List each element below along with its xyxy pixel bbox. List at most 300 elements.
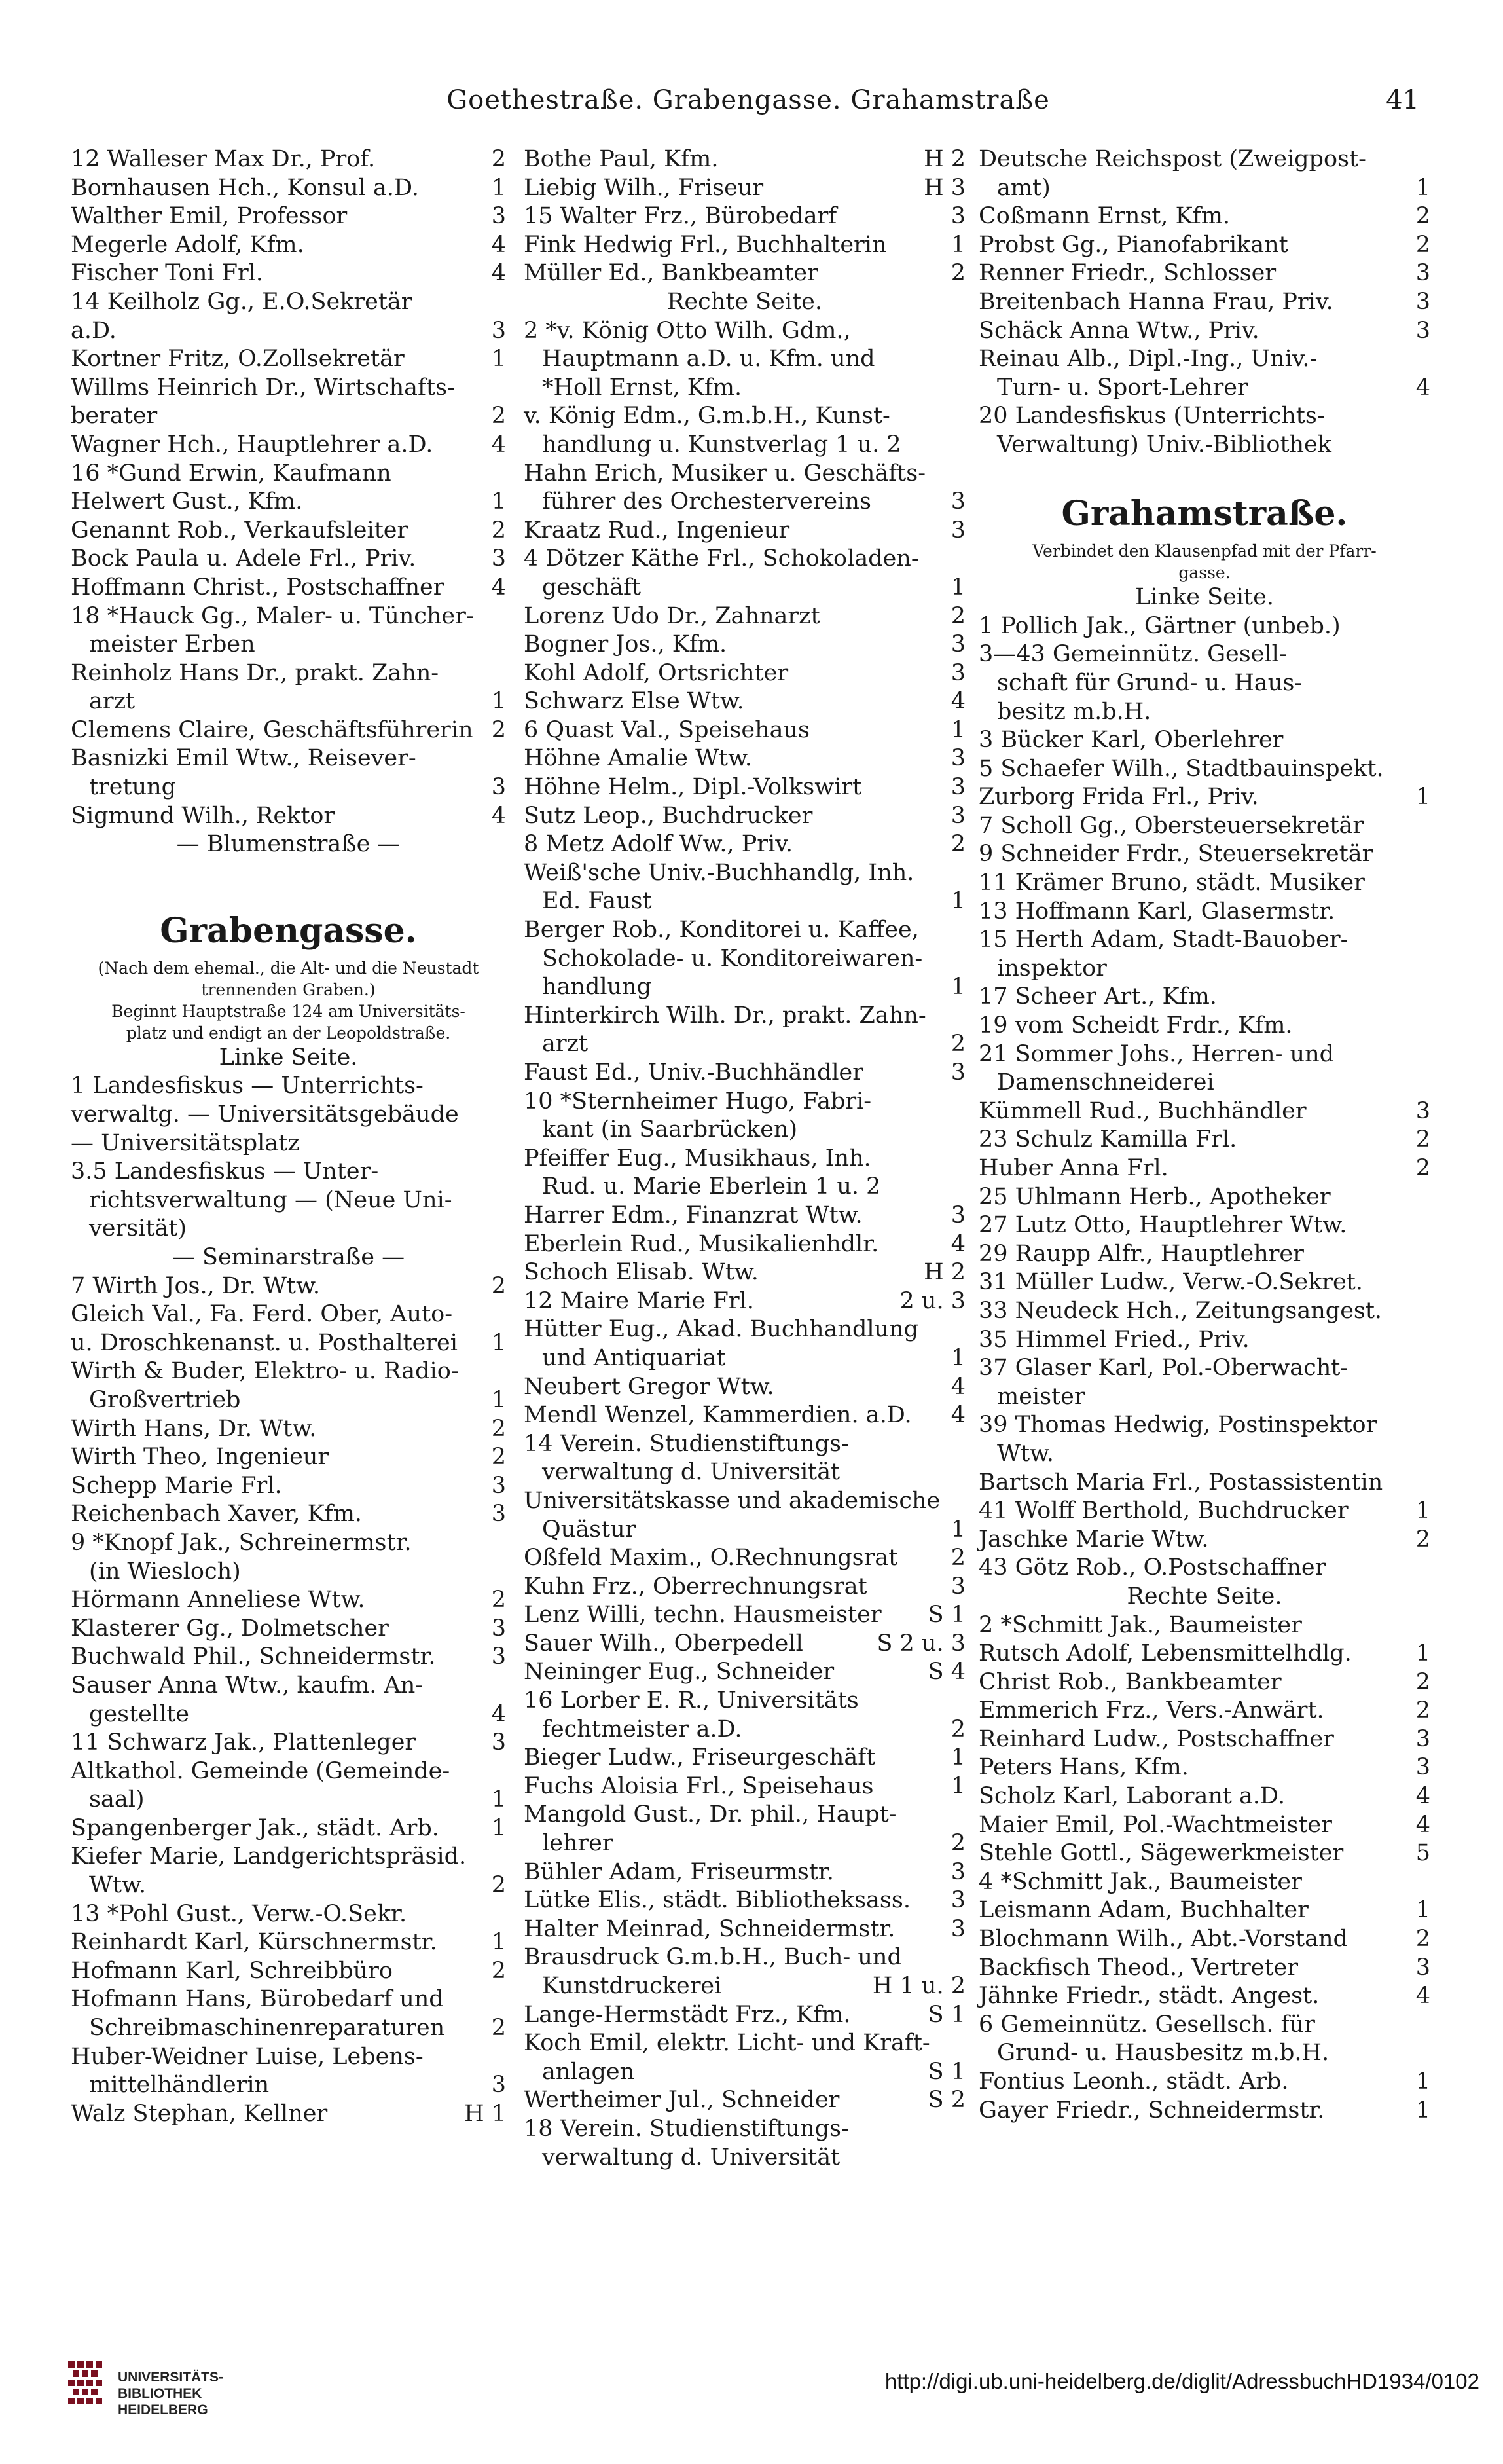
directory-entry xyxy=(979,812,1430,841)
entry-text: Beginnt Hauptstraße 124 am Universitäts- xyxy=(111,1001,465,1021)
entry-text: Kohl Adolf, Ortsrichter xyxy=(524,659,789,686)
entry-text: 29 Raupp Alfr., Hauptlehrer xyxy=(979,1240,1304,1267)
entry-text: amt) xyxy=(997,174,1051,201)
floor-number: 3 xyxy=(491,1644,506,1670)
entry-text: Hauptmann a.D. u. Kfm. und xyxy=(542,346,875,373)
entry-text: geschäft xyxy=(542,574,642,600)
directory-entry xyxy=(979,1211,1430,1240)
entry-text: kant (in Saarbrücken) xyxy=(542,1116,798,1143)
entry-text: Hofmann Hans, Bürobedarf und xyxy=(71,1986,444,2013)
entry-text: meister Erben xyxy=(89,631,255,658)
entry-text: 10 *Sternheimer Hugo, Fabri- xyxy=(524,1088,872,1114)
entry-text: (in Wiesloch) xyxy=(89,1558,241,1585)
directory-entry xyxy=(979,1040,1430,1069)
entry-text: Jaschke Marie Wtw. xyxy=(979,1526,1209,1553)
floor-number: 4 xyxy=(491,260,506,287)
entry-text: Emmerich Frz., Vers.-Anwärt. xyxy=(979,1697,1324,1724)
entry-text: Hörmann Anneliese Wtw. xyxy=(71,1587,365,1613)
entry-text: Kraatz Rud., Ingenieur xyxy=(524,517,790,543)
directory-entry xyxy=(71,802,506,831)
floor-number: 2 xyxy=(491,1272,506,1299)
directory-entry xyxy=(979,174,1430,203)
floor-number: S 1 xyxy=(928,2001,966,2028)
directory-entry xyxy=(524,887,966,916)
directory-entry xyxy=(524,1344,966,1373)
floor-number: 1 xyxy=(951,574,966,600)
directory-entry xyxy=(71,1701,506,1729)
directory-entry xyxy=(71,1443,506,1472)
entry-text: 2 *v. König Otto Wilh. Gdm., xyxy=(524,317,851,344)
entry-text: a.D. xyxy=(71,317,117,344)
entry-text: Helwert Gust., Kfm. xyxy=(71,488,303,515)
directory-entry xyxy=(979,317,1430,346)
entry-text: 16 Lorber E. R., Universitäts xyxy=(524,1687,859,1714)
directory-entry xyxy=(524,1458,966,1487)
directory-entry xyxy=(71,1558,506,1587)
entry-text: Rud. u. Marie Eberlein 1 u. 2 xyxy=(542,1173,881,1200)
entry-text: Huber Anna Frl. xyxy=(979,1155,1168,1181)
directory-entry xyxy=(979,898,1430,927)
entry-text: inspektor xyxy=(997,955,1107,982)
directory-entry xyxy=(71,1386,506,1415)
page-number: 41 xyxy=(1386,85,1419,115)
directory-entry xyxy=(979,2011,1430,2040)
floor-number: 3 xyxy=(951,203,966,230)
entry-text: v. König Edm., G.m.b.H., Kunst- xyxy=(524,403,890,430)
directory-entry xyxy=(524,1943,966,1972)
entry-text: und Antiquariat xyxy=(542,1344,726,1371)
floor-number: 3 xyxy=(1415,288,1430,315)
directory-entry xyxy=(71,1130,506,1158)
directory-entry xyxy=(979,1354,1430,1383)
entry-text: 3.5 Landesfiskus — Unter- xyxy=(71,1158,379,1185)
entry-text: 25 Uhlmann Herb., Apotheker xyxy=(979,1183,1331,1210)
directory-entry xyxy=(524,374,966,403)
floor-number: 1 xyxy=(491,346,506,373)
floor-number: 1 xyxy=(951,716,966,743)
entry-text: Sigmund Wilh., Rektor xyxy=(71,802,335,829)
entry-text: 14 Keilholz Gg., E.O.Sekretär xyxy=(71,288,412,315)
directory-entry xyxy=(71,1500,506,1529)
directory-entry xyxy=(71,1814,506,1843)
entry-text: 12 Maire Marie Frl. xyxy=(524,1287,754,1314)
entry-text: handlung u. Kunstverlag 1 u. 2 xyxy=(542,431,901,458)
directory-entry xyxy=(979,1526,1430,1554)
floor-number: 1 xyxy=(491,1329,506,1356)
entry-text: Fuchs Aloisia Frl., Speisehaus xyxy=(524,1773,874,1799)
directory-entry xyxy=(71,659,506,688)
directory-entry xyxy=(71,1729,506,1757)
entry-text: 12 Walleser Max Dr., Prof. xyxy=(71,146,376,172)
entry-text: 18 Verein. Studienstiftungs- xyxy=(524,2115,849,2142)
entry-text: mittelhändlerin xyxy=(89,2072,270,2099)
directory-entry xyxy=(524,2115,966,2144)
directory-entry xyxy=(979,726,1430,755)
directory-entry xyxy=(71,1643,506,1672)
entry-text: 21 Sommer Johs., Herren- und xyxy=(979,1040,1335,1067)
directory-entry xyxy=(524,402,966,431)
floor-number: H 1 u. 2 xyxy=(872,1973,966,1999)
directory-entry xyxy=(524,688,966,716)
directory-entry xyxy=(524,1173,966,1202)
entry-text: Zurborg Frida Frl., Priv. xyxy=(979,784,1259,811)
floor-number: 4 xyxy=(491,1701,506,1727)
column-middle xyxy=(524,145,966,2172)
footer xyxy=(0,2343,1503,2464)
directory-entry xyxy=(979,1839,1430,1868)
entry-text: Kunstdruckerei xyxy=(542,1973,722,1999)
directory-entry xyxy=(524,745,966,773)
entry-text: Neubert Gregor Wtw. xyxy=(524,1373,774,1400)
entry-text: Fontius Leonh., städt. Arb. xyxy=(979,2069,1289,2095)
directory-entry xyxy=(979,2068,1430,2097)
directory-entry xyxy=(71,1786,506,1814)
directory-entry xyxy=(524,1287,966,1316)
floor-number: 1 xyxy=(951,231,966,258)
entry-text: Lorenz Udo Dr., Zahnarzt xyxy=(524,602,820,629)
floor-number: H 1 xyxy=(464,2100,506,2127)
floor-number: 1 xyxy=(1415,2097,1430,2124)
floor-number: 2 u. 3 xyxy=(899,1287,966,1314)
directory-entry xyxy=(71,1186,506,1215)
entry-text: Müller Ed., Bankbeamter xyxy=(524,260,818,287)
entry-text: 15 Walter Frz., Bürobedarf xyxy=(524,203,837,230)
section-note xyxy=(71,1001,506,1022)
section-label xyxy=(71,830,506,859)
directory-entry xyxy=(979,202,1430,231)
entry-text: Universitätskasse und akademische xyxy=(524,1487,941,1514)
floor-number: 3 xyxy=(951,1202,966,1228)
floor-number: 2 xyxy=(491,517,506,543)
entry-text: 19 vom Scheidt Frdr., Kfm. xyxy=(979,1012,1293,1039)
entry-text: 33 Neudeck Hch., Zeitungsangest. xyxy=(979,1297,1383,1324)
directory-entry xyxy=(524,631,966,659)
entry-text: Harrer Edm., Finanzrat Wtw. xyxy=(524,1202,863,1228)
directory-entry xyxy=(524,1972,966,2001)
directory-entry xyxy=(979,1297,1430,1326)
section-note xyxy=(979,540,1430,562)
directory-entry xyxy=(71,1415,506,1444)
entry-text: Lenz Willi, techn. Hausmeister xyxy=(524,1602,882,1628)
directory-entry xyxy=(524,231,966,260)
floor-number: 4 xyxy=(1415,1783,1430,1810)
entry-text: Rechte Seite. xyxy=(1127,1583,1282,1609)
floor-number: H 2 xyxy=(924,146,966,172)
directory-entry xyxy=(71,1586,506,1615)
floor-number: 3 xyxy=(951,1858,966,1885)
directory-entry xyxy=(979,2039,1430,2068)
directory-entry xyxy=(979,755,1430,784)
floor-number: 2 xyxy=(1415,1526,1430,1553)
directory-entry xyxy=(524,1630,966,1659)
directory-entry xyxy=(979,1268,1430,1297)
entry-text: u. Droschkenanst. u. Posthalterei xyxy=(71,1329,458,1356)
entry-text: Peters Hans, Kfm. xyxy=(979,1754,1189,1781)
floor-number: 1 xyxy=(491,1386,506,1413)
entry-text: arzt xyxy=(89,688,136,715)
directory-entry xyxy=(979,2097,1430,2125)
directory-entry xyxy=(979,983,1430,1012)
floor-number: 3 xyxy=(491,317,506,344)
floor-number: 3 xyxy=(951,1059,966,1086)
entry-text: Wirth Hans, Dr. Wtw. xyxy=(71,1415,317,1442)
entry-text: 9 *Knopf Jak., Schreinermstr. xyxy=(71,1529,412,1556)
entry-text: 13 *Pohl Gust., Verw.-O.Sekr. xyxy=(71,1900,407,1927)
floor-number: 5 xyxy=(1415,1840,1430,1867)
entry-text: Fink Hedwig Frl., Buchhalterin xyxy=(524,231,887,258)
floor-number: 4 xyxy=(951,1402,966,1429)
directory-entry xyxy=(71,1329,506,1358)
directory-entry xyxy=(524,2144,966,2173)
entry-text: 11 Schwarz Jak., Plattenleger xyxy=(71,1729,416,1756)
directory-entry xyxy=(524,1315,966,1344)
directory-entry xyxy=(524,1259,966,1287)
logo-text-line1: UNIVERSITÄTS- xyxy=(118,2370,224,2385)
directory-entry xyxy=(71,2043,506,2072)
entry-text: 6 Gemeinnütz. Gesellsch. für xyxy=(979,2011,1315,2038)
directory-entry xyxy=(979,1640,1430,1668)
entry-text: Damenschneiderei xyxy=(997,1069,1214,1096)
library-logo xyxy=(65,2356,224,2421)
entry-text: meister xyxy=(997,1383,1085,1410)
section-label xyxy=(524,288,966,317)
directory-entry xyxy=(979,1069,1430,1097)
entry-text: verwaltung d. Universität xyxy=(542,1459,841,1486)
directory-entry xyxy=(71,259,506,288)
entry-text: Bühler Adam, Friseurmstr. xyxy=(524,1858,834,1885)
spacer xyxy=(71,859,506,905)
directory-entry xyxy=(979,259,1430,288)
directory-entry xyxy=(524,1116,966,1145)
directory-entry xyxy=(979,1240,1430,1269)
directory-entry xyxy=(979,1725,1430,1754)
floor-number: 3 xyxy=(951,1573,966,1600)
floor-number: 3 xyxy=(951,774,966,801)
directory-entry xyxy=(71,545,506,574)
entry-text: Reinhard Ludw., Postschaffner xyxy=(979,1725,1334,1752)
directory-entry xyxy=(71,1529,506,1558)
entry-text: Buchwald Phil., Schneidermstr. xyxy=(71,1644,436,1670)
directory-entry xyxy=(71,631,506,659)
entry-text: 35 Himmel Fried., Priv. xyxy=(979,1326,1250,1353)
entry-text: gasse. xyxy=(1178,563,1231,583)
entry-text: 4 Dötzer Käthe Frl., Schokoladen- xyxy=(524,545,919,572)
floor-number: 2 xyxy=(1415,1155,1430,1181)
floor-number: 2 xyxy=(491,1957,506,1984)
directory-entry xyxy=(979,1411,1430,1440)
source-url-link[interactable]: http://digi.ub.uni-heidelberg.de/diglit/AdressbuchHD1934/0102 xyxy=(884,2369,1479,2393)
directory-entry xyxy=(71,716,506,745)
directory-entry xyxy=(71,1357,506,1386)
page-header xyxy=(77,85,1419,124)
directory-entry xyxy=(524,2001,966,2030)
entry-text: handlung xyxy=(542,974,652,1001)
entry-text: Gleich Val., Fa. Ferd. Ober, Auto- xyxy=(71,1301,453,1328)
directory-entry xyxy=(524,345,966,374)
entry-text: Wirth Theo, Ingenieur xyxy=(71,1444,329,1471)
floor-number: 3 xyxy=(1415,260,1430,287)
entry-text: Berger Rob., Konditorei u. Kaffee, xyxy=(524,917,919,944)
floor-number: 2 xyxy=(1415,1126,1430,1153)
floor-number: 4 xyxy=(951,688,966,715)
entry-text: Probst Gg., Pianofabrikant xyxy=(979,231,1288,258)
directory-entry xyxy=(979,1126,1430,1154)
floor-number: 2 xyxy=(951,1830,966,1857)
directory-entry xyxy=(71,488,506,517)
entry-text: Kuhn Frz., Oberrechnungsrat xyxy=(524,1573,867,1600)
entry-text: Koch Emil, elektr. Licht- und Kraft- xyxy=(524,2030,930,2057)
entry-text: Altkathol. Gemeinde (Gemeinde- xyxy=(71,1757,450,1784)
directory-entry xyxy=(524,659,966,688)
floor-number: 2 xyxy=(491,1415,506,1442)
section-note xyxy=(71,957,506,979)
column-right xyxy=(979,145,1430,2125)
entry-text: 4 *Schmitt Jak., Baumeister xyxy=(979,1868,1302,1895)
entry-text: Reinau Alb., Dipl.-Ing., Univ.- xyxy=(979,346,1318,373)
floor-number: 3 xyxy=(491,203,506,230)
entry-text: lehrer xyxy=(542,1830,613,1857)
entry-text: platz und endigt an der Leopoldstraße. xyxy=(126,1023,451,1042)
floor-number: 1 xyxy=(951,1516,966,1543)
floor-number: 1 xyxy=(1415,1897,1430,1924)
directory-entry xyxy=(979,1954,1430,1983)
floor-number: 1 xyxy=(1415,1498,1430,1524)
entry-text: 41 Wolff Berthold, Buchdrucker xyxy=(979,1498,1349,1524)
floor-number: 3 xyxy=(951,1887,966,1914)
floor-number: 3 xyxy=(1415,1754,1430,1781)
entry-text: Backfisch Theod., Vertreter xyxy=(979,1954,1298,1981)
directory-entry xyxy=(524,2086,966,2115)
entry-text: Rechte Seite. xyxy=(667,288,822,315)
floor-number: 1 xyxy=(491,488,506,515)
section-heading xyxy=(979,488,1430,540)
directory-entry xyxy=(524,716,966,745)
entry-text: anlagen xyxy=(542,2058,635,2085)
entry-text: Schoch Elisab. Wtw. xyxy=(524,1259,759,1286)
entry-text: Hütter Eug., Akad. Buchhandlung xyxy=(524,1316,919,1343)
directory-entry xyxy=(979,288,1430,317)
floor-number: 2 xyxy=(491,1872,506,1899)
entry-text: 11 Krämer Bruno, städt. Musiker xyxy=(979,870,1365,896)
directory-entry xyxy=(71,174,506,203)
entry-text: Clemens Claire, Geschäftsführerin xyxy=(71,716,473,743)
floor-number: 1 xyxy=(491,1786,506,1813)
entry-text: Ed. Faust xyxy=(542,888,652,915)
directory-entry xyxy=(979,1012,1430,1040)
entry-text: Mendl Wenzel, Kammerdien. a.D. xyxy=(524,1402,912,1429)
entry-text: Genannt Rob., Verkaufsleiter xyxy=(71,517,408,543)
directory-entry xyxy=(524,1002,966,1031)
directory-entry xyxy=(979,1183,1430,1212)
floor-number: 4 xyxy=(491,574,506,600)
directory-entry xyxy=(524,1687,966,1716)
floor-number: 2 xyxy=(491,1587,506,1613)
directory-entry xyxy=(979,431,1430,460)
directory-entry xyxy=(71,1101,506,1130)
entry-text: 16 *Gund Erwin, Kaufmann xyxy=(71,460,391,487)
directory-entry xyxy=(524,1858,966,1887)
floor-number: 3 xyxy=(951,745,966,772)
floor-number: 1 xyxy=(951,974,966,1001)
directory-entry xyxy=(71,1158,506,1186)
floor-number: 3 xyxy=(491,1615,506,1642)
directory-entry xyxy=(524,830,966,859)
entry-text: Christ Rob., Bankbeamter xyxy=(979,1668,1282,1695)
section-heading xyxy=(71,905,506,957)
entry-text: — Blumenstraße — xyxy=(176,831,401,858)
floor-number: H 3 xyxy=(924,174,966,201)
entry-text: 18 *Hauck Gg., Maler- u. Tüncher- xyxy=(71,602,474,629)
entry-text: Kiefer Marie, Landgerichtspräsid. xyxy=(71,1843,467,1870)
section-note xyxy=(71,1022,506,1044)
floor-number: 3 xyxy=(951,488,966,515)
column-left xyxy=(71,145,506,2128)
directory-entry xyxy=(524,574,966,602)
entry-text: Oßfeld Maxim., O.Rechnungsrat xyxy=(524,1545,898,1572)
entry-text: Reinholz Hans Dr., prakt. Zahn- xyxy=(71,659,439,686)
entry-text: Eberlein Rud., Musikalienhdlr. xyxy=(524,1230,879,1257)
directory-entry xyxy=(979,1925,1430,1954)
floor-number: 2 xyxy=(951,260,966,287)
directory-entry xyxy=(524,145,966,174)
floor-number: 2 xyxy=(1415,1668,1430,1695)
entry-text: Leismann Adam, Buchhalter xyxy=(979,1897,1309,1924)
logo-text-line3: HEIDELBERG xyxy=(118,2402,208,2418)
floor-number: 1 xyxy=(491,688,506,715)
entry-text: fechtmeister a.D. xyxy=(542,1716,742,1742)
entry-text: Sauser Anna Wtw., kaufm. An- xyxy=(71,1672,424,1699)
floor-number: 3 xyxy=(491,1729,506,1756)
entry-text: Linke Seite. xyxy=(1135,584,1274,611)
directory-entry xyxy=(979,1554,1430,1583)
entry-text: 1 Landesfiskus — Unterrichts- xyxy=(71,1073,424,1099)
entry-text: Megerle Adolf, Kfm. xyxy=(71,231,304,258)
directory-entry xyxy=(979,1097,1430,1126)
entry-text: Wertheimer Jul., Schneider xyxy=(524,2087,840,2114)
entry-text: Maier Emil, Pol.-Wachtmeister xyxy=(979,1811,1332,1838)
floor-number: 4 xyxy=(951,1373,966,1400)
directory-entry xyxy=(979,231,1430,260)
directory-entry xyxy=(979,869,1430,898)
entry-text: Reichenbach Xaver, Kfm. xyxy=(71,1501,363,1528)
directory-entry xyxy=(524,317,966,346)
floor-number: 1 xyxy=(951,1344,966,1371)
directory-entry xyxy=(524,1716,966,1744)
entry-text: arzt xyxy=(542,1031,589,1057)
entry-text: Wtw. xyxy=(997,1440,1054,1467)
floor-number: 3 xyxy=(491,545,506,572)
floor-number: 2 xyxy=(951,1716,966,1742)
entry-text: Verbindet den Klausenpfad mit der Pfarr- xyxy=(1032,542,1377,561)
entry-text: 13 Hoffmann Karl, Glasermstr. xyxy=(979,898,1335,925)
directory-entry xyxy=(524,1544,966,1573)
entry-text: Lange-Hermstädt Frz., Kfm. xyxy=(524,2001,851,2028)
directory-entry xyxy=(71,517,506,545)
entry-text: Basnizki Emil Wtw., Reisever- xyxy=(71,745,416,772)
entry-text: Grabengasse. xyxy=(160,910,417,951)
entry-text: Neininger Eug., Schneider xyxy=(524,1659,835,1685)
entry-text: Lütke Elis., städt. Bibliotheksass. xyxy=(524,1887,911,1914)
entry-text: 8 Metz Adolf Ww., Priv. xyxy=(524,831,793,858)
entry-text: tretung xyxy=(89,774,177,801)
directory-entry xyxy=(524,1915,966,1944)
directory-entry xyxy=(524,602,966,631)
directory-entry xyxy=(979,145,1430,174)
entry-text: Wtw. xyxy=(89,1872,146,1899)
entry-text: 14 Verein. Studienstiftungs- xyxy=(524,1430,849,1457)
directory-entry xyxy=(979,1982,1430,2011)
directory-entry xyxy=(71,374,506,403)
